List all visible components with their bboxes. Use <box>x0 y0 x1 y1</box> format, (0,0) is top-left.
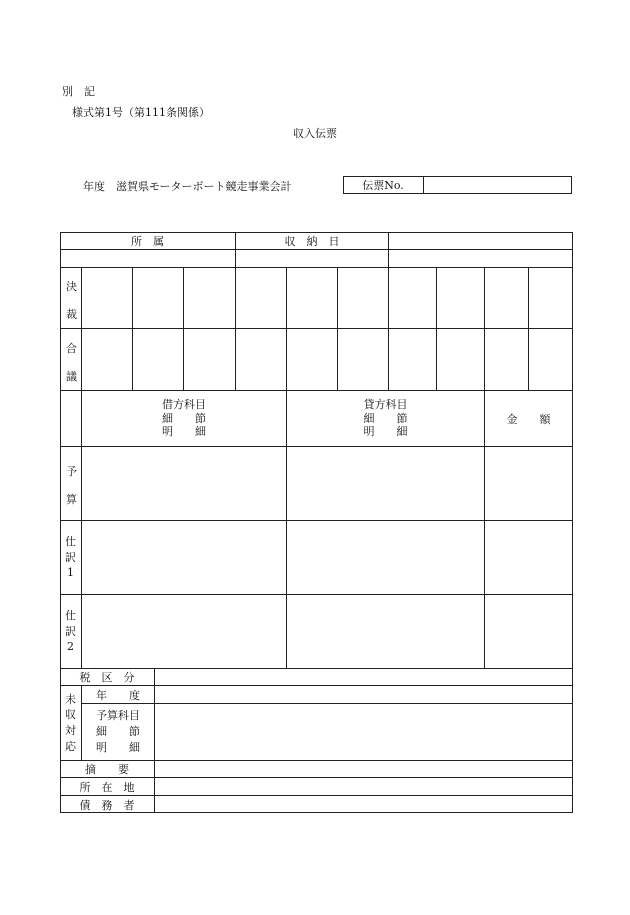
location-label: 所 在 地 <box>79 780 135 794</box>
entry1-label-2: 訳 <box>65 550 76 564</box>
dept-field[interactable] <box>61 250 235 267</box>
approval-label-2: 裁 <box>66 308 77 321</box>
credit-subject-label: 貸方科目 <box>363 397 408 411</box>
consult-label-2: 議 <box>66 370 77 383</box>
received-date-header: 収 納 日 <box>284 234 340 248</box>
entry2-label-2: 訳 <box>65 624 76 638</box>
tax-category-field[interactable] <box>155 669 572 685</box>
year-label: 年 度 <box>96 688 140 702</box>
debtor-field[interactable] <box>155 796 572 813</box>
form-number: 様式第1号（第111条関係） <box>72 106 210 119</box>
tax-category-label: 税 区 分 <box>79 671 135 684</box>
note-label: 別 記 <box>62 85 95 98</box>
summary-label: 摘 要 <box>85 763 129 776</box>
detail-label: 明 細 <box>96 740 140 754</box>
amount-label: 金 額 <box>506 412 551 426</box>
credit-section-label: 細 節 <box>363 411 408 425</box>
entry1-label-3: 1 <box>67 566 74 580</box>
budget-subject-label: 予算科目 <box>96 709 140 723</box>
unpaid-label-2: 収 <box>65 708 76 722</box>
fiscal-year-label: 年度 <box>83 180 105 193</box>
credit-detail-label: 明 細 <box>363 425 408 439</box>
entry1-label-1: 仕 <box>65 534 76 548</box>
approval-label-1: 決 <box>66 280 77 293</box>
entry2-label-3: 2 <box>67 640 74 654</box>
location-field[interactable] <box>155 778 572 795</box>
unpaid-label-4: 応 <box>65 739 76 753</box>
dept-header: 所 属 <box>131 234 164 248</box>
unpaid-label-1: 未 <box>65 692 76 706</box>
organization-name: 滋賀県モーターボート競走事業会計 <box>116 180 292 193</box>
debtor-label: 債 務 者 <box>79 798 135 812</box>
debit-subject-label: 借方科目 <box>162 397 206 411</box>
slip-number-label: 伝票No. <box>362 179 404 192</box>
summary-field[interactable] <box>155 761 572 777</box>
consult-label-1: 合 <box>66 342 77 355</box>
debit-section-label: 細 節 <box>162 411 206 425</box>
budget-subject-field[interactable] <box>155 704 572 760</box>
page-title: 収入伝票 <box>293 127 337 140</box>
budget-label-1: 予 <box>66 465 77 478</box>
detail-section-label: 細 節 <box>96 725 140 739</box>
slip-number-field[interactable] <box>424 177 571 193</box>
debit-detail-label: 明 細 <box>162 425 206 439</box>
entry2-label-1: 仕 <box>65 608 76 622</box>
budget-label-2: 算 <box>66 493 77 506</box>
unpaid-label-3: 対 <box>65 724 76 737</box>
year-field[interactable] <box>155 686 572 703</box>
received-date-field[interactable] <box>236 250 388 267</box>
